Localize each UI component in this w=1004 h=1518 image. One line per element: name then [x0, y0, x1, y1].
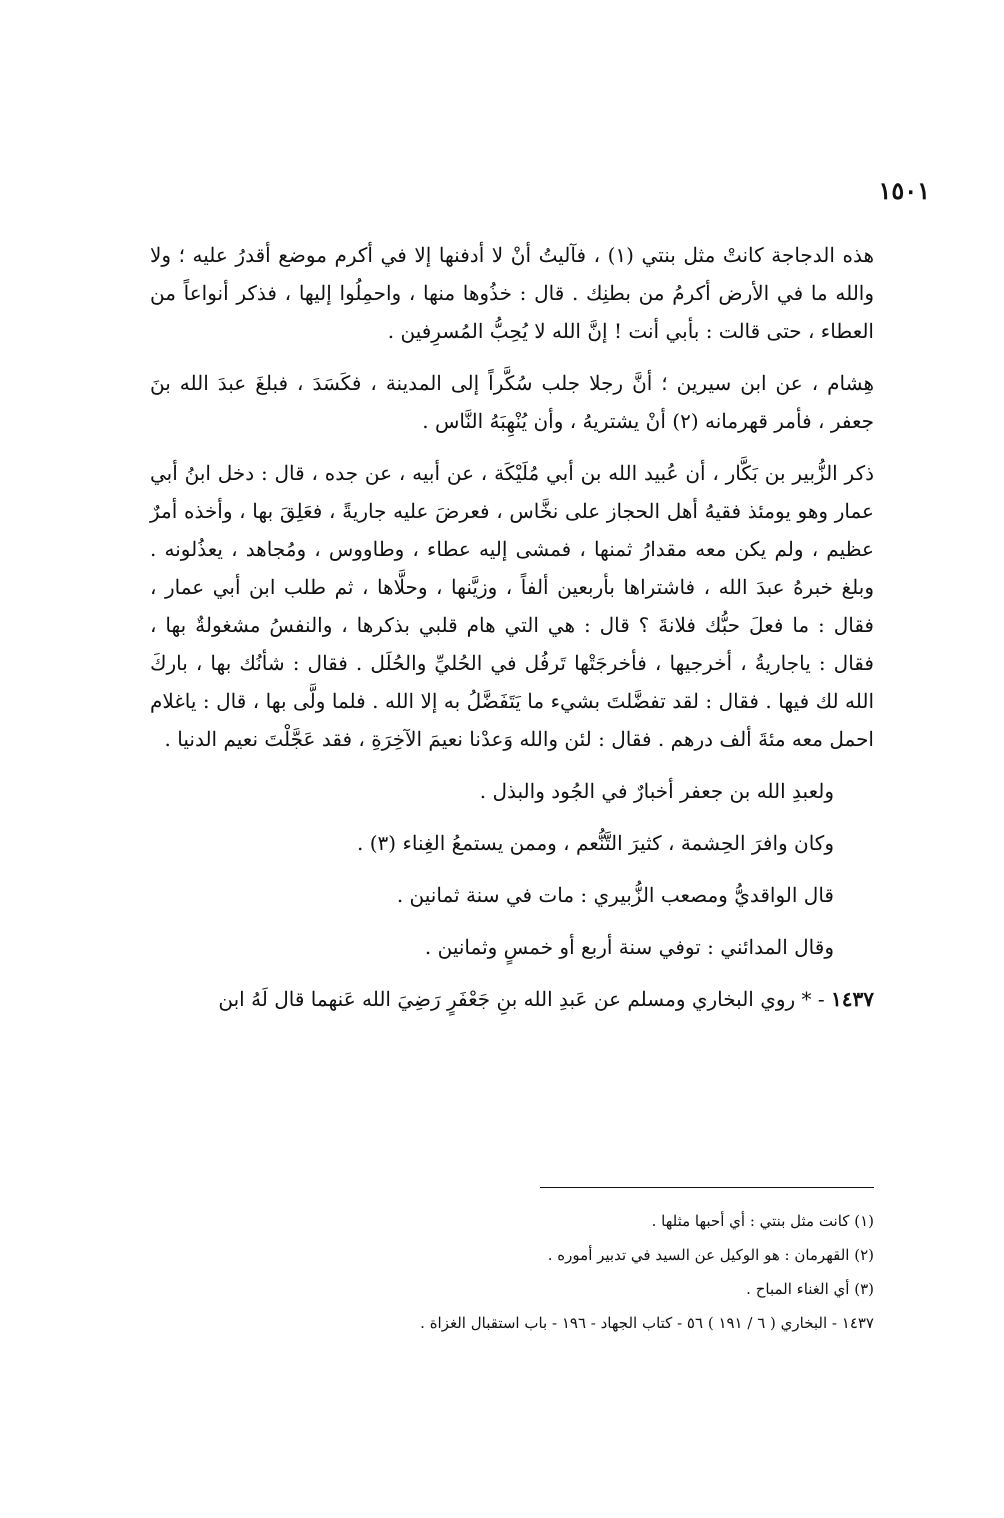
- indented-line-1: ولعبدِ الله بن جعفر أخبارٌ في الجُود والبذل .: [479, 779, 834, 803]
- footnote-divider: [540, 1187, 874, 1188]
- entry-number: ١٤٣٧: [831, 987, 874, 1011]
- indented-line-3: قال الواقديُّ ومصعب الزُّبيري : مات في سنة ثمانين .: [396, 883, 834, 907]
- indented-line-2: وكان وافرَ الحِشمة ، كثيرَ التَّنُّعم ، وممن يستمعُ الغِناء (٣) .: [357, 831, 834, 855]
- indented-line-4: وقال المدائني : توفي سنة أربع أو خمسٍ وثمانين .: [424, 935, 834, 959]
- footnote-2: (٢) القهرمان : هو الوكيل عن السيد في تدبير أموره .: [547, 1246, 874, 1264]
- source-reference: ١٤٣٧ - البخاري ( ٦ / ١٩١ ) ٥٦ - كتاب الجهاد - ١٩٦ - باب استقبال الغزاة .: [420, 1314, 874, 1332]
- footnotes: [150, 1204, 874, 1340]
- paragraph-3: ذكر الزُّبير بن بَكَّار ، أن عُبيد الله بن أبي مُلَيْكَة ، عن أبيه ، عن جده ، قال : دخل ابنُ أبي عمار وهو يومئذ فقيهُ أهل الحجاز على نخَّاس ، فعرضَ عليه جاريةً ، فعَلِقَ بها ، وأخذه أمرٌ عظيم ، ولم يكن معه مقدارُ ثمنها ، فمشى إليه عطاء ، وطاووس ، ومُجاهد ، يعذُلونه . وبلغ خبرهُ عبدَ الله ، فاشتراها بأربعين ألفاً ، وزيَّنها ، وحلَّاها ، ثم طلب ابن أبي عمار ، فقال : ما فعلَ حبُّك فلانةَ ؟ قال : هي التي هام قلبي بذكرها ، والنفسُ مشغولةٌ بها ، فقال : ياجاريةُ ، أخرجيها ، فأخرجَتْها تَرفُل في الحُليِّ والحُلَل . فقال : شأنُك بها ، باركَ الله لك فيها . فقال : لقد تفضَّلتَ بشيء ما يَتَفَضَّلُ به إلا الله . فلما ولَّى بها ، قال : ياغلام احمل معه مئةَ ألف درهم . فقال : لئن والله وَعدْنا نعيمَ الآخِرَةِ ، فقد عَجَّلْتَ نعيم الدنيا .: [150, 461, 874, 751]
- entry-paragraph: [150, 980, 874, 1018]
- paragraph-2: هِشام ، عن ابن سيرين ؛ أنَّ رجلا جلب سُكَّراً إلى المدينة ، فكَسَدَ ، فبلغَ عبدَ الله بنَ جعفر ، فأمر قهرمانه (٢) أنْ يشتريهُ ، وأن يُنْهِبَهُ النَّاس .: [150, 371, 874, 433]
- paragraph-1: هذه الدجاجة كانتْ مثل بنتي (١) ، فآليتُ أنْ لا أدفنها إلا في أكرم موضع أقدرُ عليه ؛ ولا والله ما في الأرض أكرمُ من بطنِك . قال : خذُوها منها ، واحمِلُوا إليها ، فذكر أنواعاً من العطاء ، حتى قالت : بأبي أنت ! إنَّ الله لا يُحِبُّ المُسرِفين .: [150, 243, 875, 343]
- entry-text: - * روي البخاري ومسلم عن عَبدِ الله بنِ جَعْفَرٍ رَضِيَ الله عَنهما قال لَهُ ابن: [218, 987, 825, 1011]
- footnote-1: (١) كانت مثل بنتي : أي أحبها مثلها .: [651, 1212, 874, 1230]
- footnote-3: (٣) أي الغناء المباح .: [746, 1280, 874, 1298]
- body-text: [150, 236, 874, 1032]
- page-number: ١٥٠١: [878, 176, 930, 205]
